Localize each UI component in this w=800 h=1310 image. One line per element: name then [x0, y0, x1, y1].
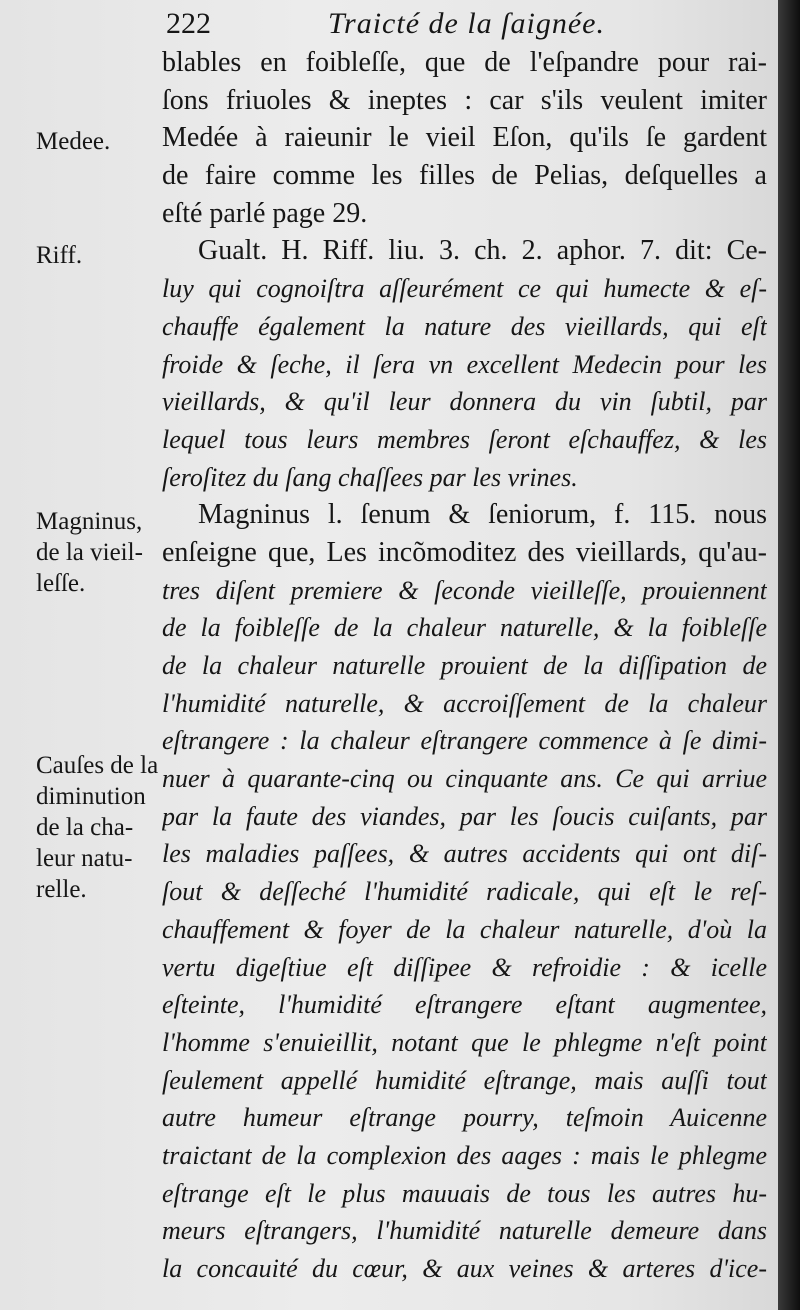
- margin-note-line: leſſe.: [36, 570, 86, 597]
- text-line: de la foibleſſe de la chaleur naturelle, & la foibleſſe: [162, 613, 767, 643]
- text-line: ſons friuoles & ineptes : car s'ils veulent imiter: [162, 84, 767, 116]
- text-line: froide & ſeche, il ſera vn excellent Medecin pour les: [162, 349, 767, 379]
- text-line: la concauité du cœur, & aux veines & arteres d'ice-: [162, 1254, 767, 1283]
- text-line: chauffe également la nature des vieillards, qui eſt: [162, 311, 767, 341]
- text-line: chauffement & foyer de la chaleur naturelle, d'où la: [162, 914, 767, 944]
- text-line: eſteinte, l'humidité eſtrangere eſtant augmentee,: [162, 990, 767, 1020]
- text-line: Medée à raieunir le vieil Eſon, qu'ils ſe gardent: [162, 122, 767, 154]
- margin-note-line: diminution: [36, 783, 146, 810]
- text-line: les maladies paſſees, & autres accidents qui ont diſ-: [162, 839, 767, 869]
- text-line: ſeroſitez du ſang chaſſees par les vrines.: [162, 462, 578, 492]
- text-line: eſtrangere : la chaleur eſtrangere commence à ſe dimi-: [162, 726, 767, 756]
- text-line: l'homme s'enuieillit, notant que le phlegme n'eſt point: [162, 1027, 767, 1057]
- margin-note-line: de la cha-: [36, 814, 134, 841]
- text-line: luy qui cognoiſtra aſſeurément ce qui humecte & eſ-: [162, 274, 767, 304]
- margin-note-line: leur natu-: [36, 845, 133, 872]
- margin-note-line: Riff.: [36, 242, 83, 269]
- margin-note-magninus: [36, 506, 160, 599]
- margin-note-medee: [36, 126, 160, 157]
- margin-note-line: Magninus,: [36, 508, 143, 535]
- margin-note-line: Medee.: [36, 128, 111, 155]
- text-line: traictant de la complexion des aages : mais le phlegme: [162, 1140, 767, 1170]
- running-title: Traicté de la ſaignée.: [328, 7, 605, 40]
- text-line: eſté parlé page 29.: [162, 197, 368, 229]
- text-line: eſtrange eſt le plus mauuais de tous les autres hu-: [162, 1178, 767, 1208]
- page-header: [166, 4, 766, 44]
- page-edge-shadow: [778, 0, 800, 1310]
- margin-note-causes: [36, 750, 160, 905]
- margin-note-line: Cauſes de la: [36, 752, 159, 779]
- text-line: ſout & deſſeché l'humidité radicale, qui eſt le reſ-: [162, 877, 767, 907]
- text-line: Gualt. H. Riff. liu. 3. ch. 2. aphor. 7. dit: Ce-: [198, 235, 767, 267]
- text-line: de la chaleur naturelle prouient de la diſſipation de: [162, 651, 767, 680]
- margin-note-line: de la vieil-: [36, 539, 143, 566]
- page-number: 222: [166, 7, 211, 40]
- text-line: ſeulement appellé humidité eſtrange, mais auſſi tout: [162, 1065, 767, 1095]
- text-line: autre humeur eſtrange pourry, teſmoin Auicenne: [162, 1103, 767, 1133]
- text-line: par la faute des viandes, par les ſoucis cuiſants, par: [162, 801, 767, 831]
- text-line: l'humidité naturelle, & accroiſſement de la chaleur: [162, 688, 767, 718]
- text-line: vieillards, & qu'il leur donnera du vin ſubtil, par: [162, 387, 767, 417]
- text-line: meurs eſtrangers, l'humidité naturelle demeure dans: [162, 1216, 767, 1246]
- text-line: nuer à quarante-cinq ou cinquante ans. Ce qui arriue: [162, 764, 767, 794]
- text-line: Magninus l. ſenum & ſeniorum, f. 115. nous: [198, 499, 767, 531]
- text-line: de faire comme les filles de Pelias, deſquelles a: [162, 160, 767, 192]
- text-line: enſeigne que, Les incõmoditez des vieillards, qu'au-: [162, 536, 767, 568]
- text-line: tres diſent premiere & ſeconde vieilleſſe, prouiennent: [162, 575, 767, 605]
- text-line: lequel tous leurs membres ſeront eſchauffez, & les: [162, 424, 767, 454]
- text-line: blables en foibleſſe, que de l'eſpandre pour rai-: [162, 47, 767, 78]
- margin-note-riff: [36, 240, 160, 271]
- text-line: vertu digeſtiue eſt diſſipee & refroidie : & icelle: [162, 952, 767, 982]
- margin-note-line: relle.: [36, 876, 87, 903]
- body-text: [162, 44, 767, 1288]
